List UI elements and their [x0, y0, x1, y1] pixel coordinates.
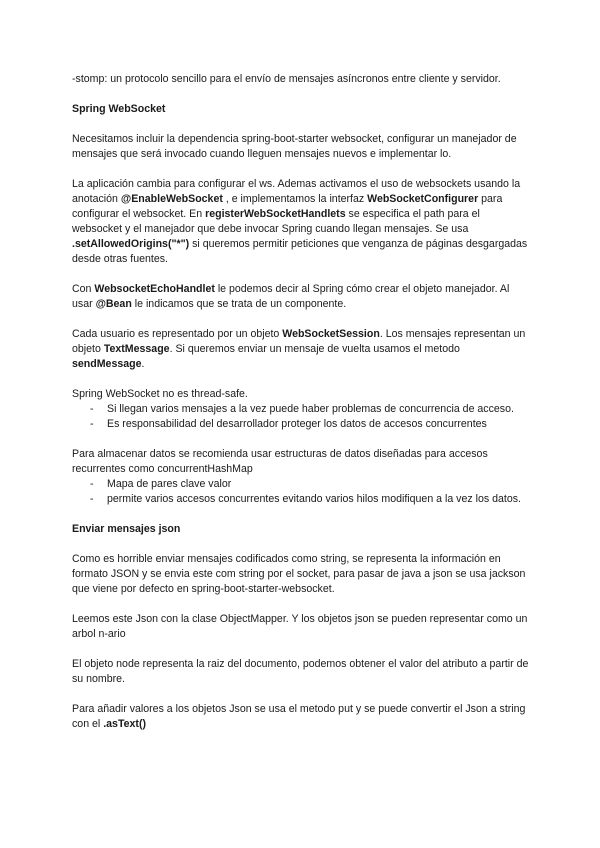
paragraph-put-method [72, 702, 530, 732]
list-concurrent-hashmap [72, 477, 530, 507]
code-bean: @Bean [95, 298, 132, 310]
code-text-message: TextMessage [103, 343, 170, 355]
code-websocket-configurer: WebSocketConfigurer [367, 193, 479, 205]
text-segment: Con [72, 283, 95, 295]
list-item: - Si llegan varios mensajes a la vez puede haber problemas de concurrencia de acceso. [90, 402, 530, 417]
text-segment: , e implementamos la interfaz [222, 193, 368, 205]
paragraph-root-node: El objeto node representa la raiz del documento, podemos obtener el valor del atributo a partir de su nombre. [72, 658, 529, 685]
text-segment: . Si queremos enviar un mensaje de vuelta usamos el metodo [169, 343, 460, 355]
text-segment: le indicamos que se trata de un componente. [131, 298, 347, 310]
code-enable-websocket: @EnableWebSocket [120, 193, 223, 205]
text-segment: si queremos permitir peticiones que venganza de páginas desgargadas desde otras fuentes. [72, 238, 528, 265]
paragraph-object-mapper: Leemos este Json con la clase ObjectMapper. Y los objetos json se pueden representar como un arbol n-ario [72, 613, 528, 640]
intro-paragraph: -stomp: un protocolo sencillo para el envío de mensajes asíncronos entre cliente y servidor. [72, 73, 501, 85]
text-segment: La aplicación cambia para configurar el ws. Ademas activamos el uso de websockets usando la anotación [72, 178, 521, 205]
heading-json-messages: Enviar mensajes json [72, 523, 181, 535]
code-as-text: .asText() [103, 718, 146, 730]
text-segment: para configurar el websocket. En [72, 193, 503, 220]
text-segment: Para añadir valores a los objetos Json se usa el metodo put y se puede convertir el Json a string con el [72, 703, 526, 730]
code-set-allowed-origins: .setAllowedOrigins("*") [72, 238, 190, 250]
paragraph-storage: Para almacenar datos se recomienda usar estructuras de datos diseñadas para accesos recurrentes como concurrentHashMap [72, 448, 488, 475]
list-item: - Es responsabilidad del desarrollador proteger los datos de accesos concurrentes [90, 417, 530, 432]
heading-spring-websocket: Spring WebSocket [72, 103, 166, 115]
text-segment: . [141, 358, 145, 370]
list-item: - Mapa de pares clave valor [90, 477, 530, 492]
code-send-message: sendMessage [72, 358, 142, 370]
paragraph-thread-safe: Spring WebSocket no es thread-safe. [72, 388, 248, 400]
text-segment: . Los mensajes representan un objeto [72, 328, 526, 355]
paragraph-echo-handler [72, 282, 530, 312]
code-echo-handler: WebsocketEchoHandlet [94, 283, 215, 295]
list-item: - permite varios accesos concurrentes evitando varios hilos modifiquen a la vez los datos. [90, 492, 530, 507]
text-segment: le podemos decir al Spring cómo crear el objeto manejador. Al usar [72, 283, 510, 310]
text-segment: se especifica el path para el websocket y el manejador que debe invocar Spring cuando llegan mensajes. Se usa [72, 208, 480, 235]
code-register-handlers: registerWebSocketHandlets [205, 208, 346, 220]
list-thread-safety [72, 402, 530, 432]
code-websocket-session: WebSocketSession [282, 328, 380, 340]
paragraph-config [72, 177, 530, 267]
paragraph-dependency: Necesitamos incluir la dependencia spring-boot-starter websocket, configurar un manejador de mensajes que será invocado cuando lleguen mensajes nuevos e implementar lo. [72, 133, 517, 160]
text-segment: Cada usuario es representado por un objeto [72, 328, 283, 340]
paragraph-session [72, 327, 530, 372]
paragraph-json-format: Como es horrible enviar mensajes codificados como string, se representa la información en formato JSON y se envia este com string por el socket, para pasar de java a json se usa jackson que viene por defecto en spring-boot-starter-websocket. [72, 553, 526, 595]
